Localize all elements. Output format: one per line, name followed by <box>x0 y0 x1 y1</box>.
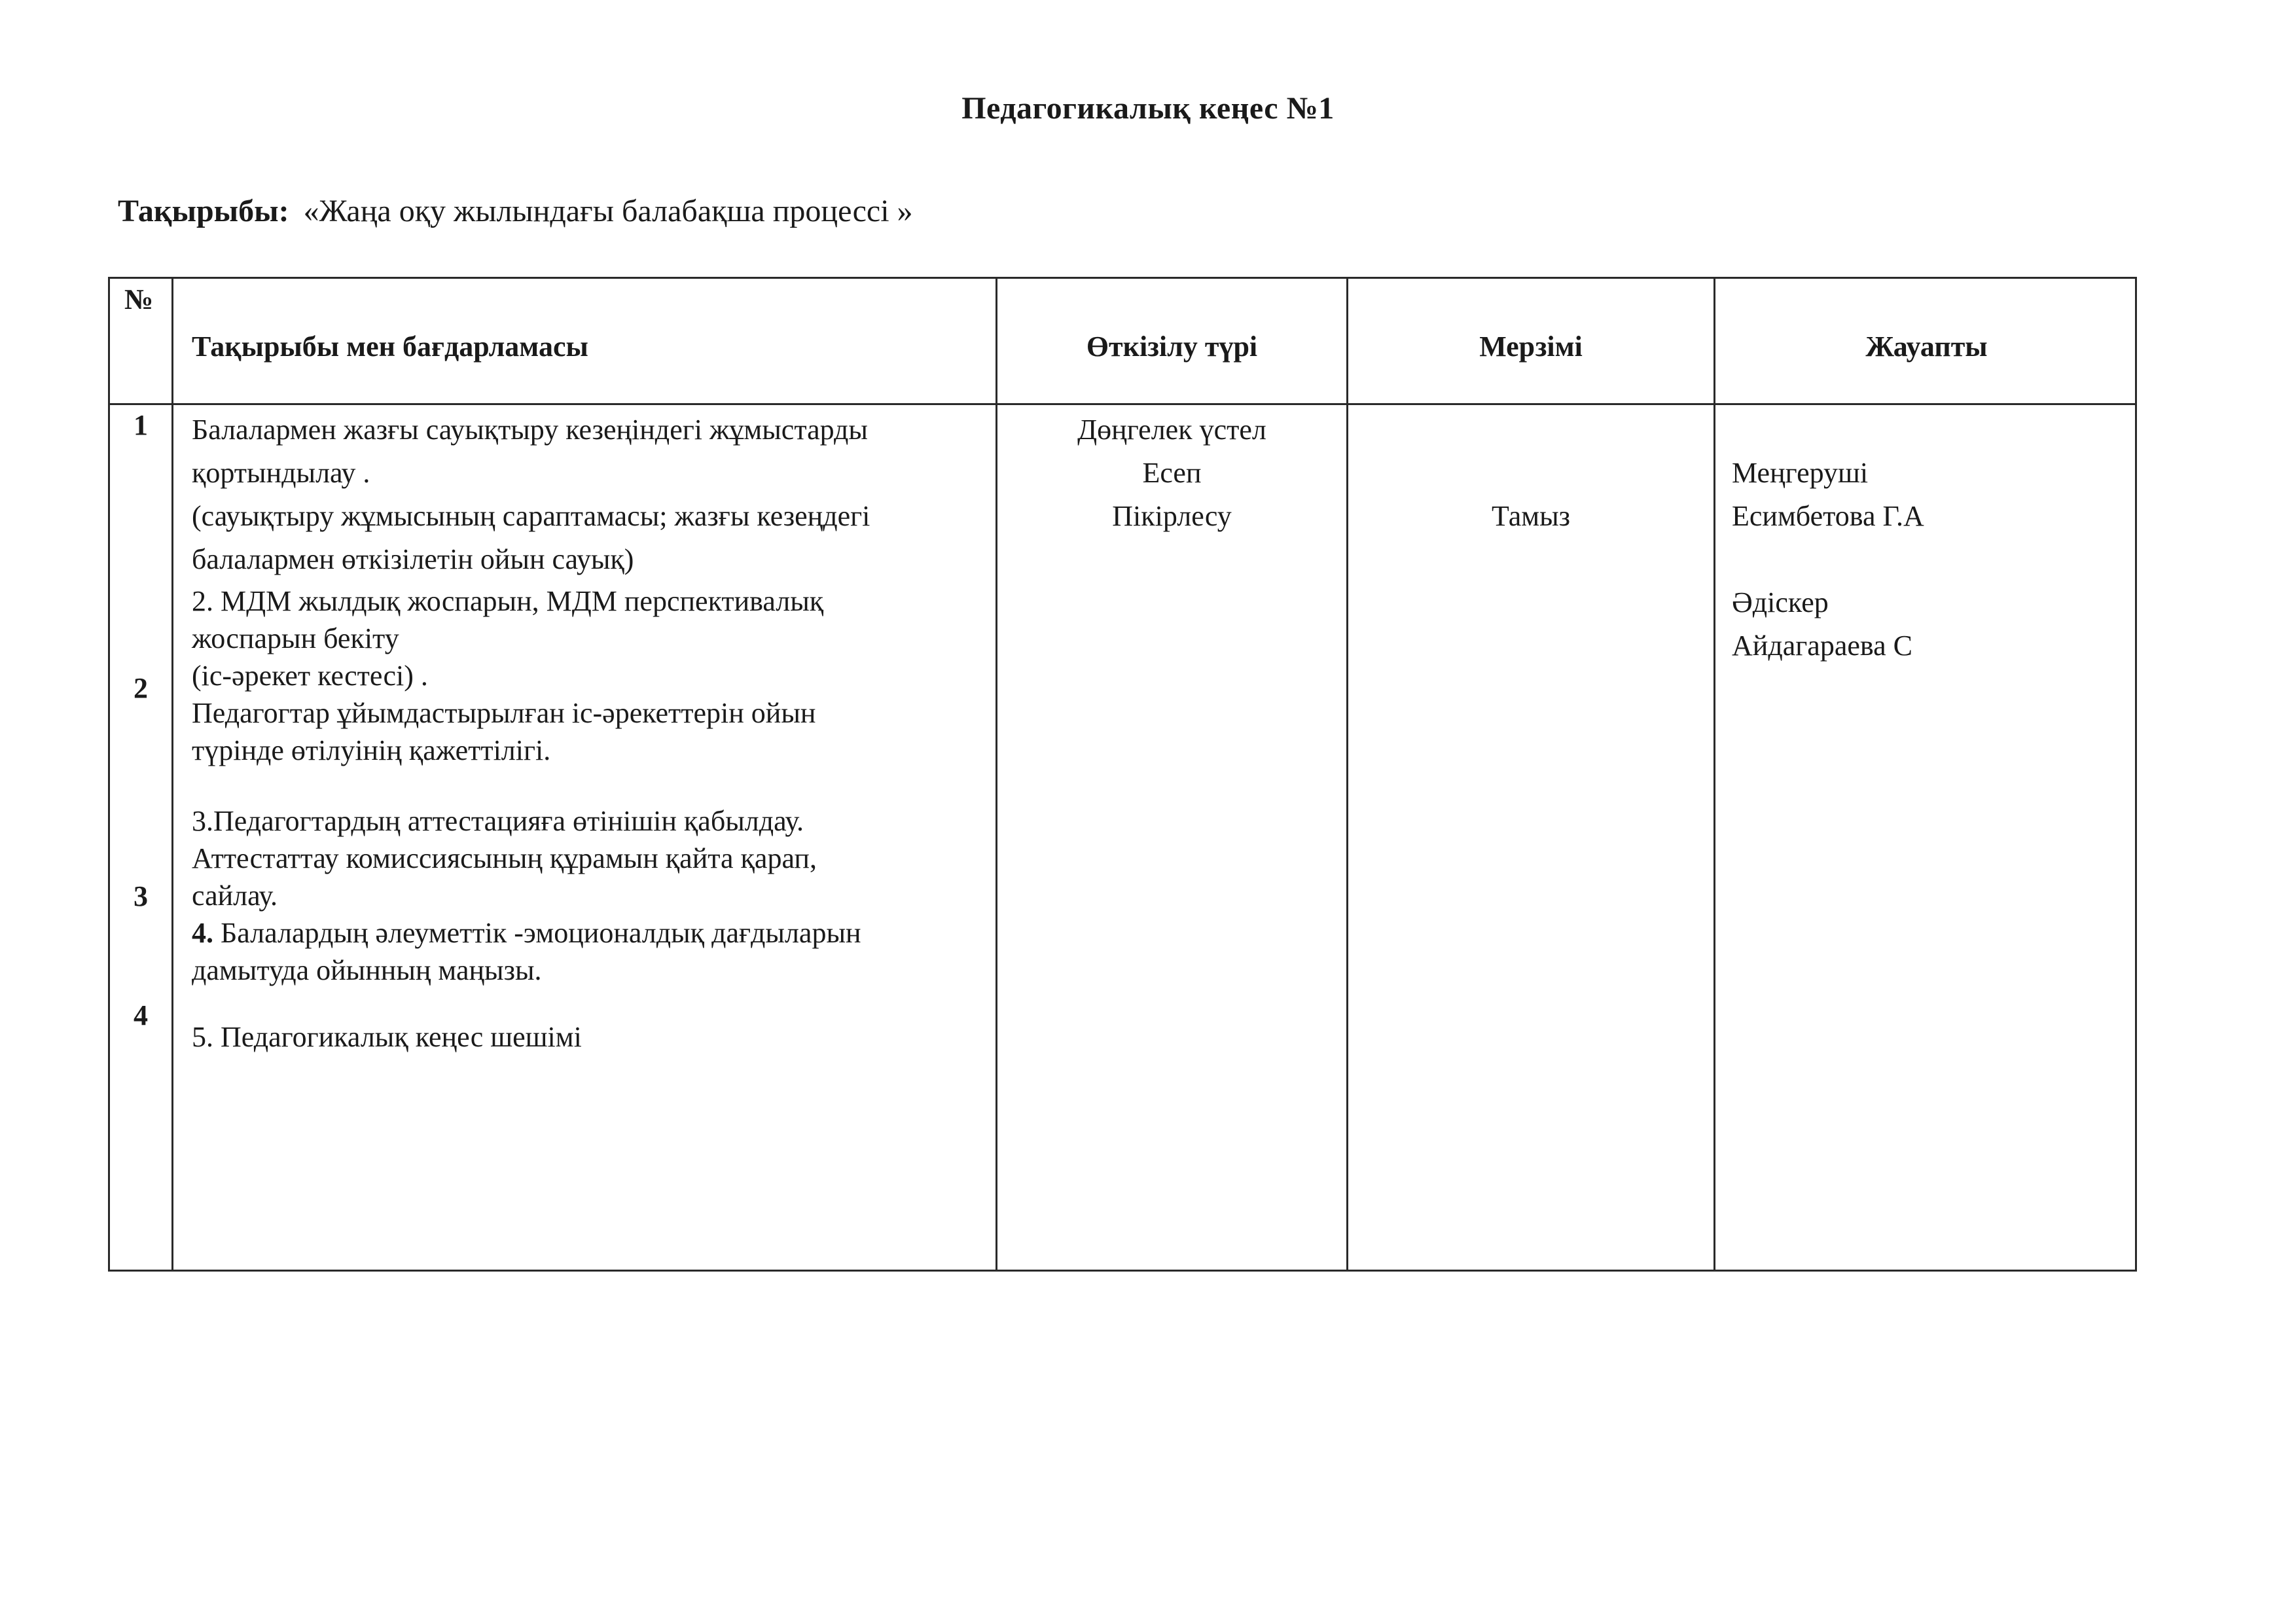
program-line: Педагогтар ұйымдастырылған іс-әрекеттерін ойын <box>192 697 816 729</box>
table-divider <box>1346 279 1348 1270</box>
form-item: Пікірлесу <box>1112 500 1232 532</box>
header-deadline: Мерзімі <box>1479 330 1583 363</box>
program-line: жоспарын бекіту <box>192 622 399 654</box>
responsible-name: Есимбетова Г.А <box>1732 500 1924 532</box>
program-item-3 <box>192 802 1095 914</box>
program-line: Балалармен жазғы сауықтыру кезеңіндегі жұмыстарды <box>192 414 868 446</box>
row-number-1: 1 <box>134 409 148 441</box>
program-item-4-number: 4. <box>192 917 213 949</box>
agenda-table <box>108 277 2137 1272</box>
table-divider <box>110 403 2135 405</box>
form-cell <box>997 408 1346 538</box>
header-num: № <box>124 283 154 315</box>
page-title: Педагогикалық кеңес №1 <box>961 91 1335 126</box>
program-line: 2. МДМ жылдық жоспарын, МДМ перспективалық <box>192 585 824 617</box>
program-line <box>192 914 1095 952</box>
program-line: (іс-әрекет кестесі) . <box>192 660 428 692</box>
program-line: қортындылау . <box>192 457 370 489</box>
responsible-role: Меңгеруші <box>1732 457 1869 489</box>
header-form: Өткізілу түрі <box>1086 330 1258 363</box>
program-line: 5. Педагогикалық кеңес шешімі <box>192 1021 582 1053</box>
program-item-5 <box>192 1018 1095 1056</box>
program-line: түрінде өтілуінің қажеттілігі. <box>192 734 551 766</box>
header-program: Тақырыбы мен бағдарламасы <box>192 330 588 363</box>
program-item-4 <box>192 914 1095 989</box>
row-number-3: 3 <box>134 880 148 912</box>
program-line: 3.Педагогтардың аттестацияға өтінішін қабылдау. <box>192 805 804 837</box>
program-line: (сауықтыру жұмысының сараптамасы; жазғы кезеңдегі <box>192 500 870 532</box>
program-line: балалармен өткізілетін ойын сауық) <box>192 543 634 575</box>
responsible-name: Айдагараева С <box>1732 630 1912 662</box>
program-line: сайлау. <box>192 880 278 912</box>
responsible-cell <box>1732 452 2125 668</box>
row-number-2: 2 <box>134 672 148 704</box>
form-item: Есеп <box>1142 457 1202 489</box>
program-item-1 <box>192 408 1095 581</box>
table-divider <box>1713 279 1715 1270</box>
topic-line <box>118 193 913 229</box>
topic-value: «Жаңа оқу жылындағы балабақша процессі » <box>303 194 913 228</box>
header-responsible: Жауапты <box>1865 330 1988 363</box>
row-number-4: 4 <box>134 999 148 1031</box>
program-item-2 <box>192 582 1095 769</box>
spacer <box>1732 538 2125 581</box>
program-line: дамытуда ойынның маңызы. <box>192 954 542 986</box>
form-item: Дөңгелек үстел <box>1077 414 1266 446</box>
table-divider <box>171 279 173 1270</box>
responsible-role: Әдіскер <box>1732 586 1829 618</box>
program-line-text: Балалардың әлеуметтік -эмоционалдық дағдыларын <box>213 917 861 949</box>
deadline-cell: Тамыз <box>1491 500 1571 532</box>
program-line: Аттестаттау комиссиясының құрамын қайта қарап, <box>192 842 817 874</box>
topic-label: Тақырыбы: <box>118 194 289 228</box>
